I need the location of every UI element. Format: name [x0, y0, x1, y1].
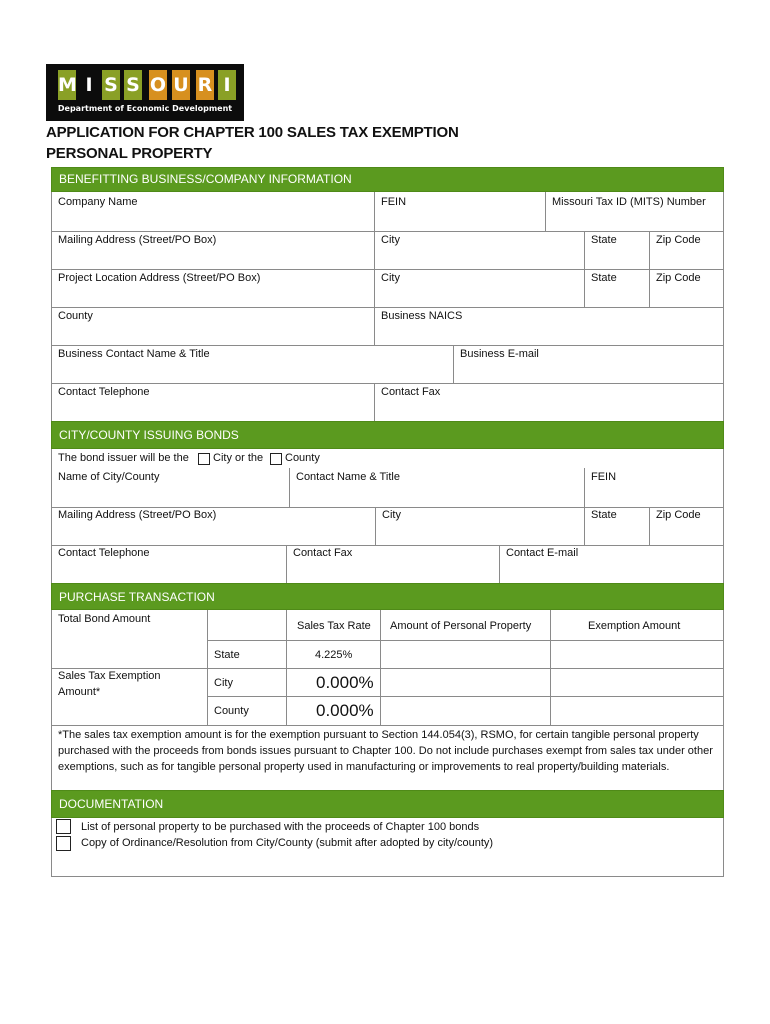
logo-letter: O [149, 70, 167, 100]
divider [584, 507, 585, 545]
state-rate-value: 4.225% [315, 649, 353, 661]
business-mailing-address-field[interactable]: Mailing Address (Street/PO Box) [58, 234, 217, 246]
city-row-label: City [214, 677, 233, 689]
divider [375, 507, 376, 545]
divider [374, 307, 375, 345]
ordinance-copy-checkbox[interactable] [56, 836, 71, 851]
logo-letter: S [124, 70, 142, 100]
missouri-logo [46, 64, 244, 121]
logo-subtitle: Department of Economic Development [57, 104, 233, 113]
divider [51, 231, 724, 232]
logo-letter: S [102, 70, 120, 100]
county-checkbox[interactable] [270, 453, 282, 465]
county-rate-value: 0.000% [316, 701, 374, 720]
divider [374, 269, 375, 307]
city-option-label: City or the [213, 452, 264, 464]
divider [51, 383, 724, 384]
state-row-label: State [214, 649, 240, 661]
section-header-bonds: CITY/COUNTY ISSUING BONDS [51, 421, 724, 449]
divider [51, 668, 207, 669]
divider [51, 507, 724, 508]
divider [374, 231, 375, 269]
county-row-label: County [214, 705, 249, 717]
column-amount-personal-property: Amount of Personal Property [390, 620, 532, 632]
project-zip-field[interactable]: Zip Code [656, 272, 701, 284]
business-contact-name-field[interactable]: Business Contact Name & Title [58, 348, 210, 360]
business-fein-field[interactable]: FEIN [381, 196, 407, 208]
bonds-mailing-address-field[interactable]: Mailing Address (Street/PO Box) [58, 509, 217, 521]
divider [207, 696, 724, 697]
issuer-prompt: The bond issuer will be the [58, 452, 189, 464]
logo-letter: U [172, 70, 190, 100]
bonds-state-field[interactable]: State [591, 509, 617, 521]
divider [584, 269, 585, 307]
company-name-field[interactable]: Company Name [58, 196, 138, 208]
bonds-fein-field[interactable]: FEIN [591, 471, 617, 483]
divider [649, 231, 650, 269]
city-rate-value: 0.000% [316, 673, 374, 692]
divider [584, 468, 585, 507]
city-county-name-field[interactable]: Name of City/County [58, 471, 160, 483]
section-header-business: BENEFITTING BUSINESS/COMPANY INFORMATION [51, 167, 724, 192]
business-email-field[interactable]: Business E-mail [460, 348, 539, 360]
page-title: APPLICATION FOR CHAPTER 100 SALES TAX EXEMPTION [46, 124, 459, 141]
divider [584, 231, 585, 269]
bonds-telephone-field[interactable]: Contact Telephone [58, 547, 150, 559]
divider [289, 468, 290, 507]
county-option-label: County [285, 452, 320, 464]
city-checkbox[interactable] [198, 453, 210, 465]
divider [51, 269, 724, 270]
section-header-purchase: PURCHASE TRANSACTION [51, 583, 724, 610]
divider [51, 345, 724, 346]
divider [51, 307, 724, 308]
logo-letter: I [218, 70, 236, 100]
mits-number-field[interactable]: Missouri Tax ID (MITS) Number [552, 196, 706, 208]
ordinance-copy-label: Copy of Ordinance/Resolution from City/County (submit after adopted by city/county) [81, 837, 494, 849]
page-subtitle: PERSONAL PROPERTY [46, 145, 213, 162]
property-list-checkbox[interactable] [56, 819, 71, 834]
bonds-email-field[interactable]: Contact E-mail [506, 547, 579, 559]
project-location-address-field[interactable]: Project Location Address (Street/PO Box) [58, 272, 261, 284]
section-header-documentation: DOCUMENTATION [51, 790, 724, 818]
bonds-zip-field[interactable]: Zip Code [656, 509, 701, 521]
sales-tax-exemption-label-2: Amount* [58, 686, 101, 698]
business-telephone-field[interactable]: Contact Telephone [58, 386, 150, 398]
divider [374, 383, 375, 421]
business-naics-field[interactable]: Business NAICS [381, 310, 463, 322]
divider [207, 668, 724, 669]
divider [499, 545, 500, 583]
divider [51, 725, 724, 726]
property-list-label: List of personal property to be purchased with the proceeds of Chapter 100 bonds [81, 821, 480, 833]
divider [286, 545, 287, 583]
business-fax-field[interactable]: Contact Fax [381, 386, 441, 398]
business-state-field[interactable]: State [591, 234, 617, 246]
divider [374, 192, 375, 231]
divider [545, 192, 546, 231]
bonds-city-field[interactable]: City [382, 509, 401, 521]
logo-letter: M [58, 70, 76, 100]
total-bond-amount-field[interactable]: Total Bond Amount [58, 613, 151, 625]
project-city-field[interactable]: City [381, 272, 400, 284]
divider [51, 545, 724, 546]
business-zip-field[interactable]: Zip Code [656, 234, 701, 246]
divider [453, 345, 454, 383]
business-county-field[interactable]: County [58, 310, 93, 322]
bonds-fax-field[interactable]: Contact Fax [293, 547, 353, 559]
divider [207, 640, 724, 641]
exemption-footnote: *The sales tax exemption amount is for the exemption pursuant to Section 144.054(3), RSMO, for certain tangible personal property purchased with the proceeds from bonds issues pursuant to Chapter 100. Do not include purchases exempt from sales tax under other exemptions, such as for tangible personal property used in manufacturing or improvements to real property/building materials. [58, 729, 713, 773]
column-sales-tax-rate: Sales Tax Rate [297, 620, 371, 632]
sales-tax-exemption-label-1: Sales Tax Exemption [58, 670, 161, 682]
project-state-field[interactable]: State [591, 272, 617, 284]
bonds-contact-name-field[interactable]: Contact Name & Title [296, 471, 400, 483]
divider [649, 269, 650, 307]
business-city-field[interactable]: City [381, 234, 400, 246]
logo-letter: R [196, 70, 214, 100]
divider [649, 507, 650, 545]
column-exemption-amount: Exemption Amount [588, 620, 681, 632]
logo-letter: I [80, 70, 98, 100]
